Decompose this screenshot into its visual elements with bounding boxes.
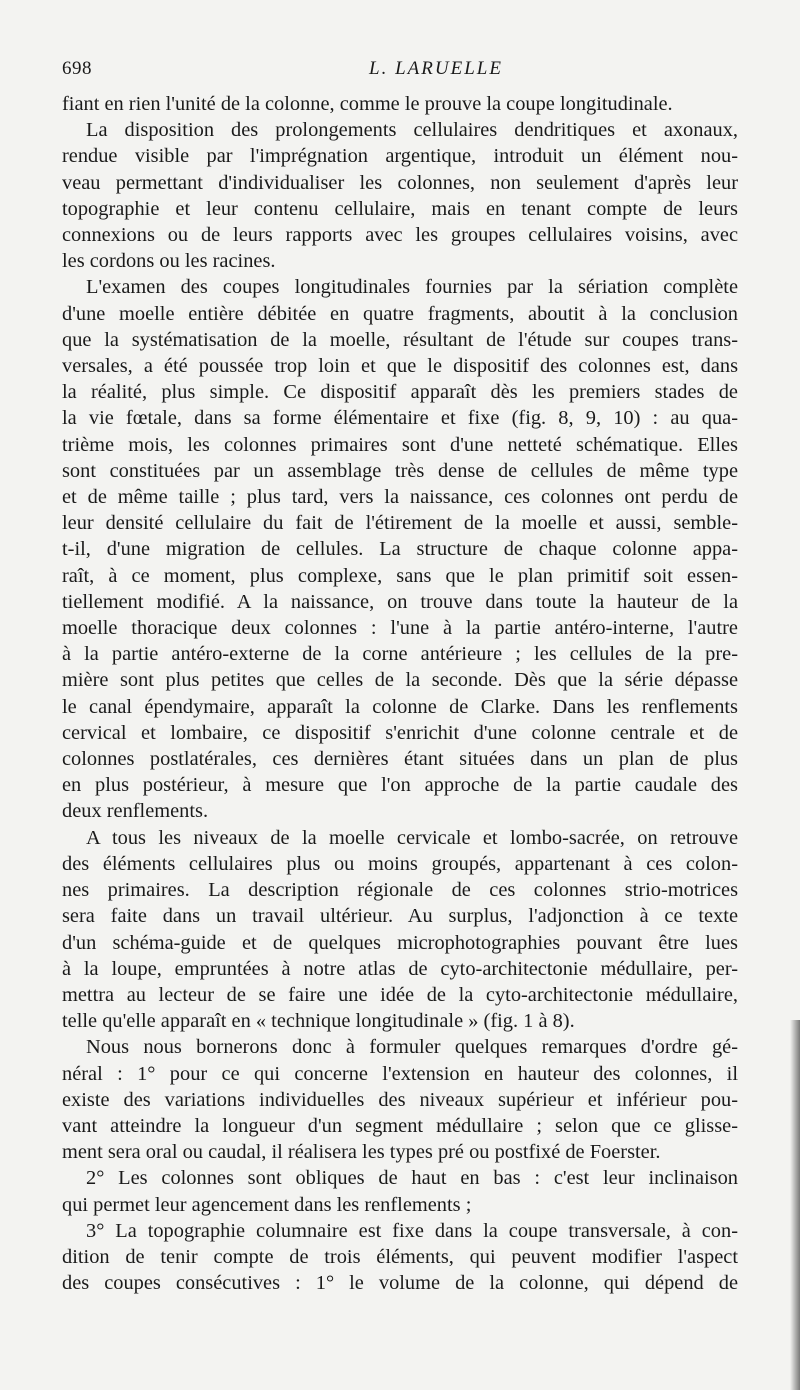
text-line: moelle thoracique deux colonnes : l'une à la partie antéro-interne, l'autre — [62, 617, 738, 640]
text-line: vant atteindre la longueur d'un segment médullaire ; selon que ce glisse- — [62, 1114, 738, 1137]
text-line: ment sera oral ou caudal, il réalisera les types pré ou postfixé de Foerster. — [62, 1141, 661, 1164]
text-line: topographie et leur contenu cellulaire, mais en tenant compte de leurs — [62, 197, 738, 220]
text-line: deux renflements. — [62, 800, 209, 823]
text-line: cervical et lombaire, ce dispositif s'enrichit d'une colonne centrale et de — [62, 721, 738, 744]
text-line: d'un schéma-guide et de quelques microphotographies pouvant être lues — [62, 931, 738, 954]
text-line: 3° La topographie columnaire est fixe dans la coupe transversale, à con- — [86, 1219, 738, 1242]
text-line: le canal épendymaire, apparaît la colonne de Clarke. Dans les renflements — [62, 695, 738, 718]
text-line: fiant en rien l'unité de la colonne, comme le prouve la coupe longitudinale. — [62, 93, 673, 115]
text-line: à la partie antéro-externe de la corne antérieure ; les cellules de la pre- — [62, 643, 738, 666]
text-line: sont constituées par un assemblage très dense de cellules de même type — [62, 459, 738, 482]
body-text — [62, 91, 738, 1296]
text-line: que la systématisation de la moelle, résultant de l'étude sur coupes trans- — [62, 328, 738, 351]
running-head: L. LARUELLE — [369, 58, 503, 79]
text-line: veau permettant d'individualiser les colonnes, non seulement d'après leur — [62, 171, 738, 194]
text-line: La disposition des prolongements cellulaires dendritiques et axonaux, — [86, 119, 738, 142]
text-line: nes primaires. La description régionale de ces colonnes strio-motrices — [62, 879, 738, 902]
text-line: 2° Les colonnes sont obliques de haut en bas : c'est leur inclinaison — [86, 1167, 738, 1190]
page-header — [62, 58, 770, 88]
text-line: néral : 1° pour ce qui concerne l'extension en hauteur des colonnes, il — [62, 1062, 738, 1085]
text-line: la vie fœtale, dans sa forme élémentaire et fixe (fig. 8, 9, 10) : au qua- — [62, 407, 738, 430]
text-line: à la loupe, empruntées à notre atlas de cyto-architectonie médullaire, per- — [62, 957, 738, 980]
text-line: connexions ou de leurs rapports avec les groupes cellulaires voisins, avec — [62, 224, 738, 247]
text-line: telle qu'elle apparaît en « technique longitudinale » (fig. 1 à 8). — [62, 1010, 575, 1033]
text-line: trième mois, les colonnes primaires sont d'une netteté schématique. Elles — [62, 433, 738, 456]
text-line: en plus postérieur, à mesure que l'on approche de la partie caudale des — [62, 774, 738, 797]
text-line: L'examen des coupes longitudinales fournies par la sériation complète — [86, 276, 738, 299]
text-line: t-il, d'une migration de cellules. La structure de chaque colonne appa- — [62, 538, 738, 561]
text-line: la réalité, plus simple. Ce dispositif apparaît dès les premiers stades de — [62, 381, 738, 404]
text-line: A tous les niveaux de la moelle cervicale et lombo-sacrée, on retrouve — [86, 826, 738, 849]
text-line: leur densité cellulaire du fait de l'étirement de la moelle et aussi, semble- — [62, 512, 738, 535]
text-line: les cordons ou les racines. — [62, 250, 276, 273]
text-line: Nous nous bornerons donc à formuler quelques remarques d'ordre gé- — [86, 1036, 738, 1059]
text-line: versales, a été poussée trop loin et que le dispositif des colonnes est, dans — [62, 355, 738, 378]
text-line: des éléments cellulaires plus ou moins groupés, appartenant à ces colon- — [62, 852, 738, 875]
text-line: mière sont plus petites que celles de la seconde. Dès que la série dépasse — [62, 669, 738, 692]
text-line: existe des variations individuelles des niveaux supérieur et inférieur pou- — [62, 1088, 738, 1111]
text-line: colonnes postlatérales, ces dernières étant situées dans un plan de plus — [62, 748, 738, 771]
text-line: des coupes consécutives : 1° le volume de la colonne, qui dépend de — [62, 1272, 738, 1295]
text-line: tiellement modifié. A la naissance, on trouve dans toute la hauteur de la — [62, 590, 738, 613]
text-line: et de même taille ; plus tard, vers la naissance, ces colonnes ont perdu de — [62, 486, 738, 509]
text-line: raît, à ce moment, plus complexe, sans que le plan primitif soit essen- — [62, 564, 738, 587]
text-line: sera faite dans un travail ultérieur. Au surplus, l'adjonction à ce texte — [62, 905, 738, 928]
page-number: 698 — [62, 58, 92, 79]
text-line: dition de tenir compte de trois éléments, qui peuvent modifier l'aspect — [62, 1245, 738, 1268]
page-edge-shadow — [790, 1020, 800, 1390]
text-line: mettra au lecteur de se faire une idée de la cyto-architectonie médullaire, — [62, 983, 738, 1006]
text-line: qui permet leur agencement dans les renflements ; — [62, 1193, 472, 1216]
text-line: rendue visible par l'imprégnation argentique, introduit un élément nou- — [62, 145, 738, 168]
text-line: d'une moelle entière débitée en quatre fragments, aboutit à la conclusion — [62, 302, 738, 325]
